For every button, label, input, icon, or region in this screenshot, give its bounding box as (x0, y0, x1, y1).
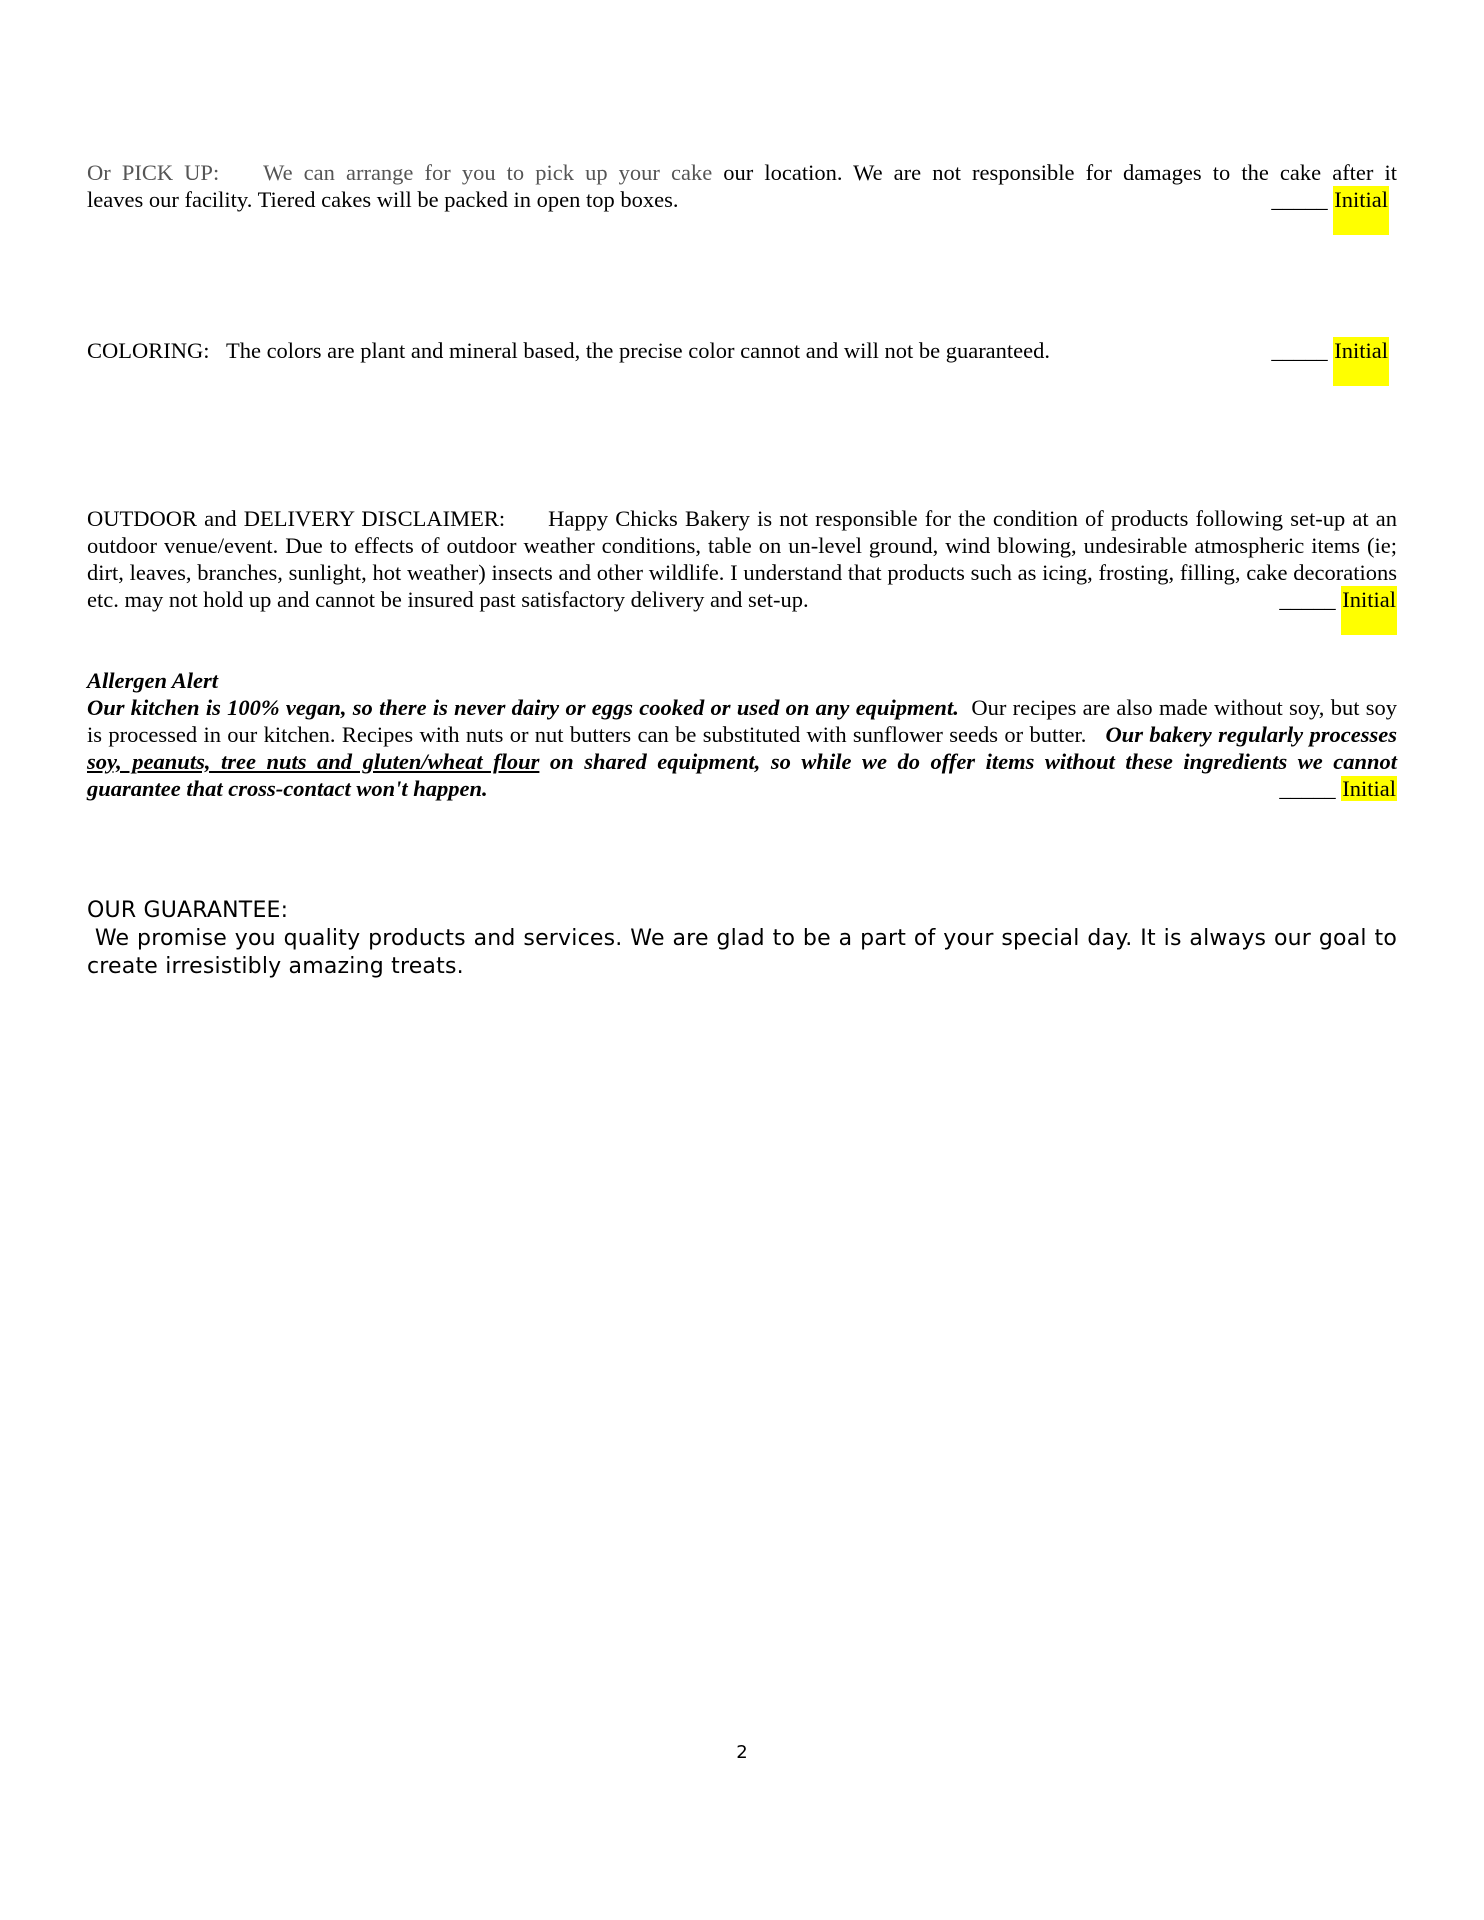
outdoor-initial-field[interactable] (1279, 586, 1397, 635)
pickup-label: Or PICK UP: (87, 160, 220, 185)
pickup-line1 (87, 159, 1397, 186)
pickup-initial-field[interactable] (1271, 186, 1389, 235)
outdoor-section (87, 505, 1397, 635)
allergen-section (87, 667, 1397, 802)
guarantee-heading: OUR GUARANTEE: (87, 898, 289, 923)
coloring-line (87, 337, 1397, 386)
outdoor-label: OUTDOOR and DELIVERY DISCLAIMER: (87, 506, 506, 531)
allergen-body (87, 694, 1397, 802)
allergen-bold-1: Our kitchen is 100% vegan, so there is never dairy or eggs cooked or used on any equipment. (87, 695, 959, 720)
coloring-section (87, 337, 1397, 386)
allergen-initial-label: Initial (1342, 776, 1396, 801)
coloring-initial-field[interactable] (1271, 337, 1389, 386)
pickup-initial-blank: _____ (1271, 187, 1328, 212)
allergen-underlined: soy, peanuts, tree nuts and gluten/wheat flour (87, 749, 540, 774)
outdoor-initial-blank: _____ (1279, 587, 1336, 612)
allergen-title: Allergen Alert (87, 668, 219, 693)
pickup-line2-text: leaves our facility. Tiered cakes will be packed in open top boxes. (87, 187, 679, 212)
pickup-section (87, 159, 1397, 235)
guarantee-body (87, 925, 1397, 981)
coloring-initial-label: Initial (1333, 337, 1389, 386)
allergen-bold-2: Our bakery regularly processes (1105, 722, 1398, 747)
coloring-text-wrap (87, 337, 1050, 364)
guarantee-section (87, 897, 1397, 981)
outdoor-initial-label: Initial (1341, 586, 1397, 635)
pickup-text-rest: our location. We are not responsible for damages to the cake after it (723, 160, 1398, 185)
allergen-initial-field[interactable] (1279, 775, 1397, 802)
page-number: 2 (736, 1742, 748, 1763)
coloring-initial-blank: _____ (1271, 338, 1328, 363)
pickup-line2 (87, 186, 1397, 235)
coloring-text: The colors are plant and mineral based, the precise color cannot and will not be guaranteed. (225, 338, 1051, 363)
guarantee-body-text: We promise you quality products and services. We are glad to be a part of your special day. It is always our goal to create irresistibly amazing treats. (87, 926, 1397, 979)
pickup-initial-label: Initial (1333, 186, 1389, 235)
pickup-text-gray: We can arrange for you to pick up your cake (263, 160, 713, 185)
allergen-plain-1: Our recipes are also made without soy, but soy is processed in our kitchen. Recipes with nuts or nut butters can be substituted with sunflower seeds or butter. (87, 695, 1397, 747)
allergen-initial-blank: _____ (1279, 776, 1336, 801)
allergen-bold-3: on shared equipment, so while we do offer items without these ingredients we cannot guarantee that cross-contact won't happen. (87, 749, 1398, 801)
coloring-label: COLORING: (87, 338, 210, 363)
outdoor-text: Happy Chicks Bakery is not responsible for the condition of products following set-up at an outdoor venue/event. Due to effects of outdoor weather conditions, table on un-level ground, wind blowing, undesirable atmospheric items (ie; dirt, leaves, branches, sunlight, hot weather) insects and other wildlife. I understand that products such as icing, frosting, filling, cake decorations etc. may not hold up and cannot be insured past satisfactory delivery and set-up. (87, 506, 1398, 612)
